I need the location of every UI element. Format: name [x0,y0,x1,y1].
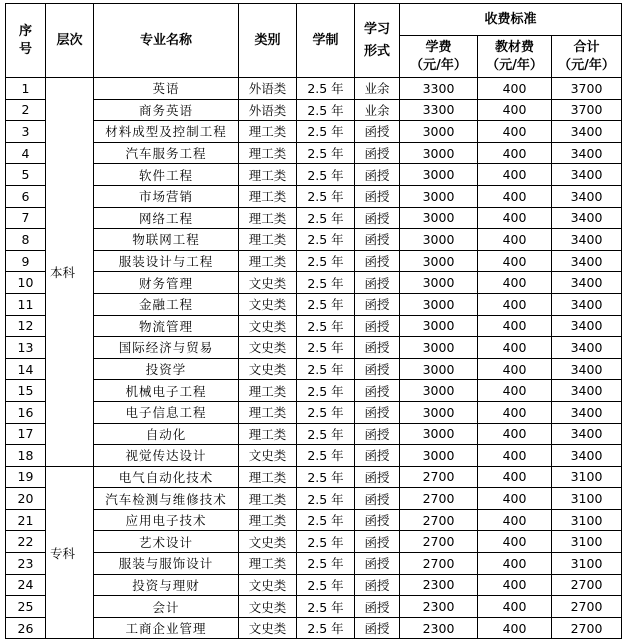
cell-seq: 19 [6,466,46,488]
cell-mode: 函授 [355,272,400,294]
cell-mode: 函授 [355,142,400,164]
table-row [6,617,622,639]
cell-seq: 5 [6,164,46,186]
cell-major: 财务管理 [94,272,239,294]
cell-materials: 400 [478,229,552,251]
cell-mode: 函授 [355,509,400,531]
cell-tuition: 3000 [400,185,478,207]
table-row [6,401,622,423]
cell-duration: 2.5 年 [297,207,355,229]
cell-total: 3400 [552,207,622,229]
cell-category: 理工类 [239,142,297,164]
cell-major: 汽车检测与维修技术 [94,488,239,510]
cell-category: 理工类 [239,250,297,272]
cell-seq: 14 [6,358,46,380]
cell-mode: 函授 [355,207,400,229]
cell-tuition: 3300 [400,99,478,121]
cell-total: 3100 [552,488,622,510]
cell-category: 文史类 [239,445,297,467]
cell-seq: 3 [6,121,46,143]
table-row [6,380,622,402]
cell-category: 文史类 [239,293,297,315]
cell-total: 3100 [552,509,622,531]
cell-tuition: 3000 [400,293,478,315]
cell-category: 文史类 [239,358,297,380]
cell-tuition: 2300 [400,617,478,639]
header-total: 合计 （元/年） [552,36,622,78]
cell-category: 理工类 [239,207,297,229]
cell-tuition: 3000 [400,207,478,229]
header-materials: 教材费 （元/年） [478,36,552,78]
cell-tuition: 2300 [400,574,478,596]
cell-seq: 9 [6,250,46,272]
cell-tuition: 2300 [400,596,478,618]
cell-materials: 400 [478,99,552,121]
cell-materials: 400 [478,423,552,445]
cell-mode: 函授 [355,466,400,488]
cell-major: 国际经济与贸易 [94,337,239,359]
cell-total: 3400 [552,337,622,359]
table-row [6,466,622,488]
cell-tuition: 3000 [400,250,478,272]
cell-duration: 2.5 年 [297,401,355,423]
cell-mode: 函授 [355,596,400,618]
cell-total: 3400 [552,293,622,315]
cell-total: 2700 [552,596,622,618]
cell-category: 外语类 [239,99,297,121]
cell-tuition: 3000 [400,401,478,423]
cell-duration: 2.5 年 [297,99,355,121]
cell-duration: 2.5 年 [297,488,355,510]
cell-materials: 400 [478,596,552,618]
cell-level: 本科 [46,78,94,467]
cell-total: 2700 [552,617,622,639]
cell-total: 3700 [552,99,622,121]
cell-materials: 400 [478,509,552,531]
cell-seq: 6 [6,185,46,207]
cell-duration: 2.5 年 [297,509,355,531]
cell-major: 艺术设计 [94,531,239,553]
table-row [6,553,622,575]
cell-seq: 10 [6,272,46,294]
cell-tuition: 3000 [400,358,478,380]
table-row [6,337,622,359]
cell-category: 理工类 [239,509,297,531]
cell-duration: 2.5 年 [297,596,355,618]
cell-duration: 2.5 年 [297,250,355,272]
cell-mode: 函授 [355,164,400,186]
cell-major: 应用电子技术 [94,509,239,531]
cell-mode: 函授 [355,574,400,596]
table-row [6,509,622,531]
cell-materials: 400 [478,272,552,294]
cell-category: 理工类 [239,380,297,402]
cell-category: 理工类 [239,121,297,143]
cell-duration: 2.5 年 [297,617,355,639]
cell-tuition: 3300 [400,78,478,100]
cell-mode: 函授 [355,315,400,337]
cell-major: 电气自动化技术 [94,466,239,488]
cell-major: 金融工程 [94,293,239,315]
cell-mode: 函授 [355,401,400,423]
table-row [6,293,622,315]
cell-major: 市场营销 [94,185,239,207]
cell-major: 服装设计与工程 [94,250,239,272]
table-row [6,250,622,272]
cell-total: 3400 [552,164,622,186]
cell-major: 软件工程 [94,164,239,186]
cell-seq: 22 [6,531,46,553]
header-level: 层次 [46,4,94,78]
cell-category: 文史类 [239,531,297,553]
cell-major: 电子信息工程 [94,401,239,423]
cell-seq: 11 [6,293,46,315]
cell-total: 2700 [552,574,622,596]
header-duration: 学制 [297,4,355,78]
table-row [6,207,622,229]
cell-duration: 2.5 年 [297,574,355,596]
cell-category: 理工类 [239,466,297,488]
cell-materials: 400 [478,401,552,423]
table-row [6,99,622,121]
cell-materials: 400 [478,185,552,207]
table-row [6,315,622,337]
cell-duration: 2.5 年 [297,337,355,359]
cell-tuition: 3000 [400,315,478,337]
cell-total: 3400 [552,358,622,380]
table-row [6,272,622,294]
cell-seq: 25 [6,596,46,618]
cell-seq: 18 [6,445,46,467]
cell-seq: 21 [6,509,46,531]
fee-table [5,3,622,639]
cell-category: 理工类 [239,423,297,445]
cell-materials: 400 [478,445,552,467]
table-row [6,185,622,207]
cell-duration: 2.5 年 [297,185,355,207]
cell-total: 3100 [552,466,622,488]
cell-tuition: 3000 [400,229,478,251]
cell-mode: 函授 [355,445,400,467]
cell-tuition: 2700 [400,553,478,575]
cell-duration: 2.5 年 [297,293,355,315]
header-tuition: 学费 （元/年） [400,36,478,78]
cell-mode: 业余 [355,78,400,100]
cell-materials: 400 [478,617,552,639]
cell-materials: 400 [478,164,552,186]
table-row [6,445,622,467]
table-row [6,78,622,100]
cell-total: 3400 [552,121,622,143]
cell-tuition: 3000 [400,164,478,186]
table-row [6,358,622,380]
cell-category: 理工类 [239,229,297,251]
cell-category: 理工类 [239,401,297,423]
table-row [6,596,622,618]
cell-materials: 400 [478,78,552,100]
cell-duration: 2.5 年 [297,531,355,553]
cell-materials: 400 [478,121,552,143]
cell-category: 理工类 [239,185,297,207]
cell-duration: 2.5 年 [297,121,355,143]
cell-mode: 函授 [355,358,400,380]
cell-mode: 函授 [355,423,400,445]
cell-major: 英语 [94,78,239,100]
cell-tuition: 2700 [400,488,478,510]
cell-mode: 函授 [355,617,400,639]
table-row [6,574,622,596]
cell-major: 投资与理财 [94,574,239,596]
cell-duration: 2.5 年 [297,164,355,186]
cell-total: 3400 [552,423,622,445]
cell-mode: 函授 [355,337,400,359]
cell-major: 商务英语 [94,99,239,121]
cell-major: 网络工程 [94,207,239,229]
table-row [6,164,622,186]
cell-tuition: 3000 [400,445,478,467]
cell-total: 3400 [552,445,622,467]
cell-mode: 函授 [355,185,400,207]
cell-materials: 400 [478,531,552,553]
cell-category: 文史类 [239,337,297,359]
cell-mode: 函授 [355,250,400,272]
cell-category: 文史类 [239,596,297,618]
cell-tuition: 3000 [400,423,478,445]
cell-duration: 2.5 年 [297,445,355,467]
header-seq: 序号 [6,4,46,78]
cell-seq: 4 [6,142,46,164]
table-row [6,488,622,510]
cell-total: 3400 [552,250,622,272]
cell-seq: 12 [6,315,46,337]
cell-mode: 业余 [355,99,400,121]
cell-duration: 2.5 年 [297,78,355,100]
cell-seq: 23 [6,553,46,575]
cell-tuition: 2700 [400,466,478,488]
cell-major: 自动化 [94,423,239,445]
cell-materials: 400 [478,553,552,575]
cell-materials: 400 [478,380,552,402]
cell-seq: 17 [6,423,46,445]
cell-duration: 2.5 年 [297,272,355,294]
cell-duration: 2.5 年 [297,466,355,488]
cell-tuition: 3000 [400,272,478,294]
cell-major: 材料成型及控制工程 [94,121,239,143]
cell-major: 汽车服务工程 [94,142,239,164]
cell-category: 理工类 [239,488,297,510]
cell-tuition: 2700 [400,509,478,531]
cell-mode: 函授 [355,293,400,315]
cell-total: 3100 [552,531,622,553]
cell-total: 3400 [552,185,622,207]
table-row [6,229,622,251]
cell-category: 理工类 [239,164,297,186]
cell-mode: 函授 [355,531,400,553]
cell-total: 3400 [552,229,622,251]
cell-seq: 13 [6,337,46,359]
cell-total: 3400 [552,142,622,164]
cell-tuition: 3000 [400,121,478,143]
cell-materials: 400 [478,293,552,315]
cell-duration: 2.5 年 [297,229,355,251]
header-fee-standard: 收费标准 [400,4,622,36]
cell-total: 3400 [552,315,622,337]
cell-major: 投资学 [94,358,239,380]
cell-seq: 16 [6,401,46,423]
cell-mode: 函授 [355,121,400,143]
cell-materials: 400 [478,207,552,229]
fee-table-body [6,78,622,639]
cell-seq: 24 [6,574,46,596]
cell-materials: 400 [478,315,552,337]
cell-level: 专科 [46,466,94,639]
table-row [6,121,622,143]
cell-seq: 7 [6,207,46,229]
cell-materials: 400 [478,466,552,488]
cell-seq: 20 [6,488,46,510]
cell-category: 文史类 [239,574,297,596]
cell-seq: 8 [6,229,46,251]
cell-materials: 400 [478,358,552,380]
cell-total: 3700 [552,78,622,100]
cell-major: 工商企业管理 [94,617,239,639]
table-row [6,531,622,553]
header-category: 类别 [239,4,297,78]
cell-materials: 400 [478,142,552,164]
cell-major: 视觉传达设计 [94,445,239,467]
cell-seq: 26 [6,617,46,639]
cell-materials: 400 [478,250,552,272]
cell-duration: 2.5 年 [297,553,355,575]
cell-major: 物流管理 [94,315,239,337]
cell-duration: 2.5 年 [297,380,355,402]
header-mode: 学习形式 [355,4,400,78]
cell-mode: 函授 [355,229,400,251]
cell-mode: 函授 [355,553,400,575]
table-row [6,423,622,445]
cell-tuition: 3000 [400,337,478,359]
cell-category: 理工类 [239,553,297,575]
cell-category: 文史类 [239,315,297,337]
cell-major: 机械电子工程 [94,380,239,402]
cell-seq: 2 [6,99,46,121]
header-major: 专业名称 [94,4,239,78]
cell-materials: 400 [478,337,552,359]
cell-major: 会计 [94,596,239,618]
cell-duration: 2.5 年 [297,142,355,164]
table-row [6,142,622,164]
cell-total: 3400 [552,272,622,294]
cell-seq: 1 [6,78,46,100]
cell-mode: 函授 [355,380,400,402]
cell-duration: 2.5 年 [297,315,355,337]
cell-mode: 函授 [355,488,400,510]
cell-duration: 2.5 年 [297,358,355,380]
cell-total: 3400 [552,401,622,423]
cell-duration: 2.5 年 [297,423,355,445]
cell-tuition: 3000 [400,142,478,164]
cell-tuition: 2700 [400,531,478,553]
cell-seq: 15 [6,380,46,402]
cell-materials: 400 [478,574,552,596]
cell-category: 文史类 [239,272,297,294]
cell-category: 文史类 [239,617,297,639]
cell-tuition: 3000 [400,380,478,402]
cell-major: 物联网工程 [94,229,239,251]
cell-major: 服装与服饰设计 [94,553,239,575]
cell-materials: 400 [478,488,552,510]
cell-total: 3100 [552,553,622,575]
cell-category: 外语类 [239,78,297,100]
cell-total: 3400 [552,380,622,402]
